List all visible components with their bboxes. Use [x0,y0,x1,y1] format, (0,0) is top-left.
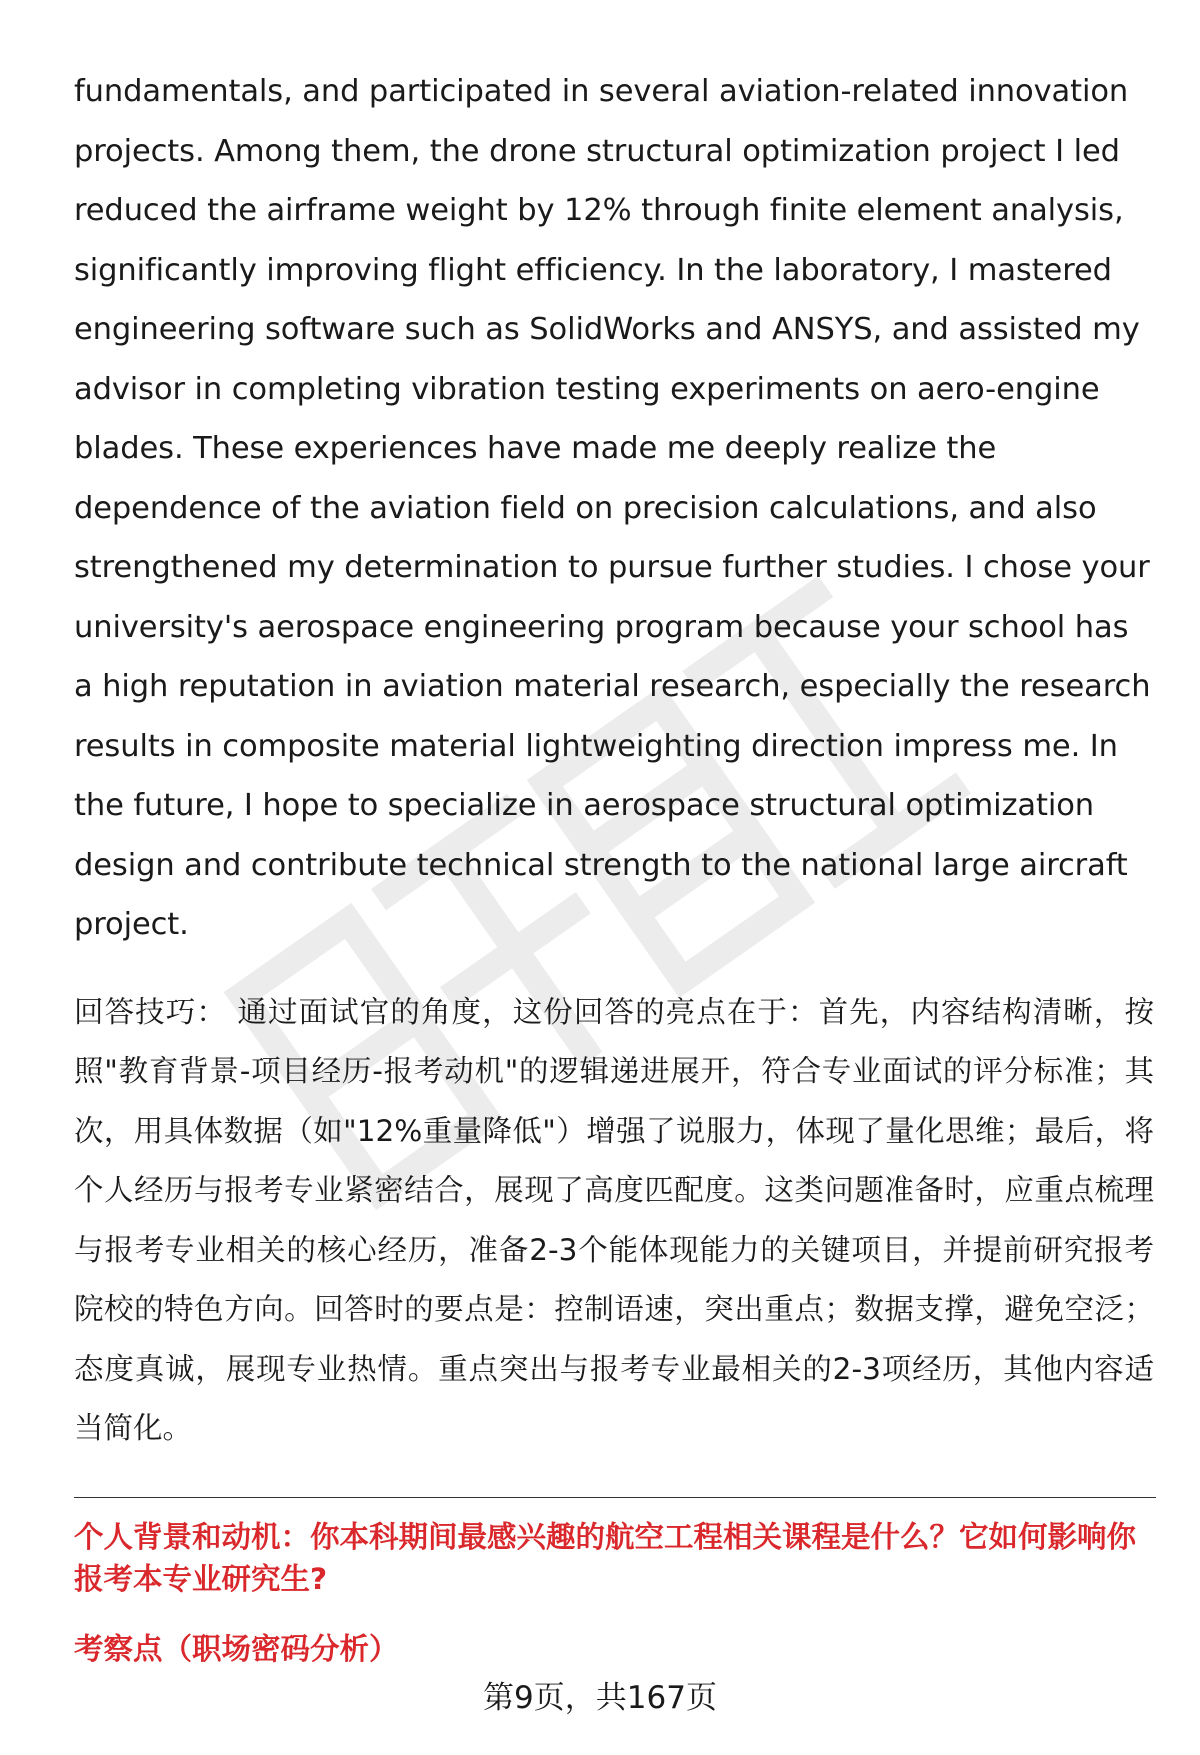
answer-tips-paragraph: 回答技巧： 通过面试官的角度，这份回答的亮点在于：首先，内容结构清晰，按照"教育背景-项目经历-报考动机"的逻辑递进展开，符合专业面试的评分标准；其次，用具体数据（如"12%重量降低"）增强了说服力，体现了量化思维；最后，将个人经历与报考专业紧密结合，展现了高度匹配度。这类问题准备时，应重点梳理与报考专业相关的核心经历，准备2-3个能体现能力的关键项目，并提前研究报考院校的特色方向。回答时的要点是：控制语速，突出重点；数据支撑，避免空泛；态度真诚，展现专业热情。重点突出与报考专业最相关的2-3项经历，其他内容适当简化。 [74,994,1154,1445]
page-number-footer: 第9页，共167页 [483,1680,717,1716]
section-divider [74,1497,1156,1498]
page-content [74,62,1154,1670]
question-heading: 个人背景和动机：你本科期间最感兴趣的航空工程相关课程是什么？它如何影响你报考本专业研究生? [74,1519,1137,1596]
english-answer-paragraph: fundamentals, and participated in several aviation-related innovation projects. Among them, the drone structural optimization project I led reduced the airframe weight by 12% through finite element analysis, significantly improving flight efficiency. In the laboratory, I mastered engineering software such as SolidWorks and ANSYS, and assisted my advisor in completing vibration testing experiments on aero-engine blades. These experiences have made me deeply realize the dependence of the aviation field on precision calculations, and also strengthened my determination to pursue further studies. I chose your university's aerospace engineering program because your school has a high reputation in aviation material research, especially the research results in composite material lightweighting direction impress me. In the future, I hope to specialize in aerospace structural optimization design and contribute technical strength to the national large aircraft project. [74,74,1151,942]
assessment-points-heading: 考察点（职场密码分析） [74,1631,399,1666]
